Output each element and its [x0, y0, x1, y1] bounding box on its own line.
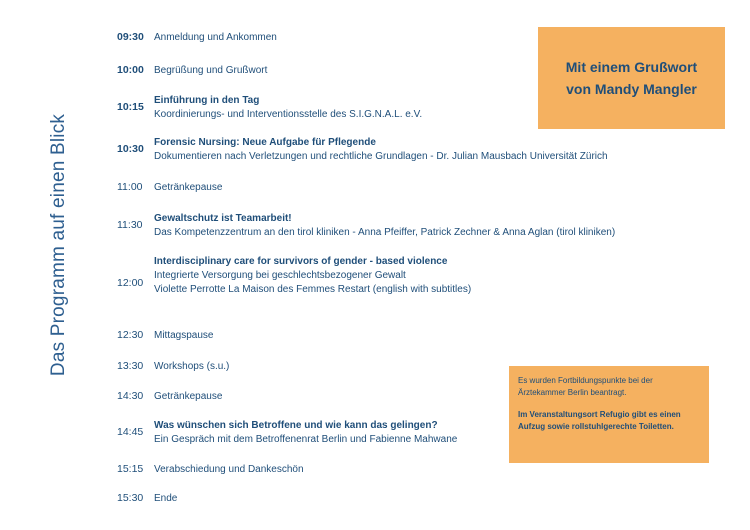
schedule-text: Anmeldung und Ankommen	[154, 32, 277, 43]
schedule-text: Integrierte Versorgung bei geschlechtsbezogener Gewalt	[154, 270, 406, 281]
schedule-text: Begrüßung und Grußwort	[154, 65, 268, 76]
schedule-title: Einführung in den Tag	[154, 95, 260, 106]
schedule-title: Gewaltschutz ist Teamarbeit!	[154, 213, 292, 224]
schedule-time: 10:00	[117, 64, 144, 76]
schedule-time: 10:15	[117, 101, 144, 113]
schedule-text: Das Kompetenzzentrum an den tirol kliniken - Anna Pfeiffer, Patrick Zechner & Anna Aglan (tirol kliniken)	[154, 227, 616, 238]
schedule-time: 12:30	[117, 329, 144, 341]
info-box	[509, 366, 709, 463]
schedule-title: Forensic Nursing: Neue Aufgabe für Pflegende	[154, 137, 376, 148]
schedule-text: Mittagspause	[154, 330, 214, 341]
greeting-line-1: Mit einem Grußwort	[565, 59, 698, 75]
schedule-text: Workshops (s.u.)	[154, 361, 230, 372]
schedule-title: Interdisciplinary care for survivors of gender - based violence	[154, 256, 448, 267]
schedule-time: 15:15	[117, 463, 144, 475]
schedule-text: Koordinierungs- und Interventionsstelle des S.I.G.N.A.L. e.V.	[154, 109, 423, 120]
schedule-text: Verabschiedung und Dankeschön	[154, 464, 304, 475]
info-accessibility-text: Im Veranstaltungsort Refugio gibt es einen Aufzug sowie rollstuhlgerechte Toiletten.	[518, 410, 681, 431]
info-credits-text: Es wurden Fortbildungspunkte bei der Ärztekammer Berlin beantragt.	[518, 376, 653, 397]
schedule-time: 14:45	[117, 426, 144, 438]
schedule-text: Getränkepause	[154, 182, 223, 193]
schedule-title: Was wünschen sich Betroffene und wie kann das gelingen?	[154, 420, 438, 431]
schedule-text: Getränkepause	[154, 391, 223, 402]
greeting-line-2: von Mandy Mangler	[566, 81, 697, 97]
schedule-time: 14:30	[117, 390, 144, 402]
schedule-time: 15:30	[117, 492, 144, 504]
schedule-text: Violette Perrotte La Maison des Femmes Restart (english with subtitles)	[154, 284, 472, 295]
schedule-text: Ende	[154, 493, 178, 504]
schedule-time: 10:30	[117, 143, 144, 155]
schedule-time: 11:00	[117, 181, 143, 193]
schedule-time: 13:30	[117, 360, 144, 372]
schedule-time: 12:00	[117, 277, 144, 289]
schedule-time: 09:30	[117, 31, 144, 43]
page-title: Das Programm auf einen Blick	[48, 113, 69, 377]
schedule-time: 11:30	[117, 219, 143, 231]
schedule-text: Dokumentieren nach Verletzungen und rechtliche Grundlagen - Dr. Julian Mausbach Universität Zürich	[154, 151, 608, 162]
schedule-text: Ein Gespräch mit dem Betroffenenrat Berlin und Fabienne Mahwane	[154, 434, 458, 445]
